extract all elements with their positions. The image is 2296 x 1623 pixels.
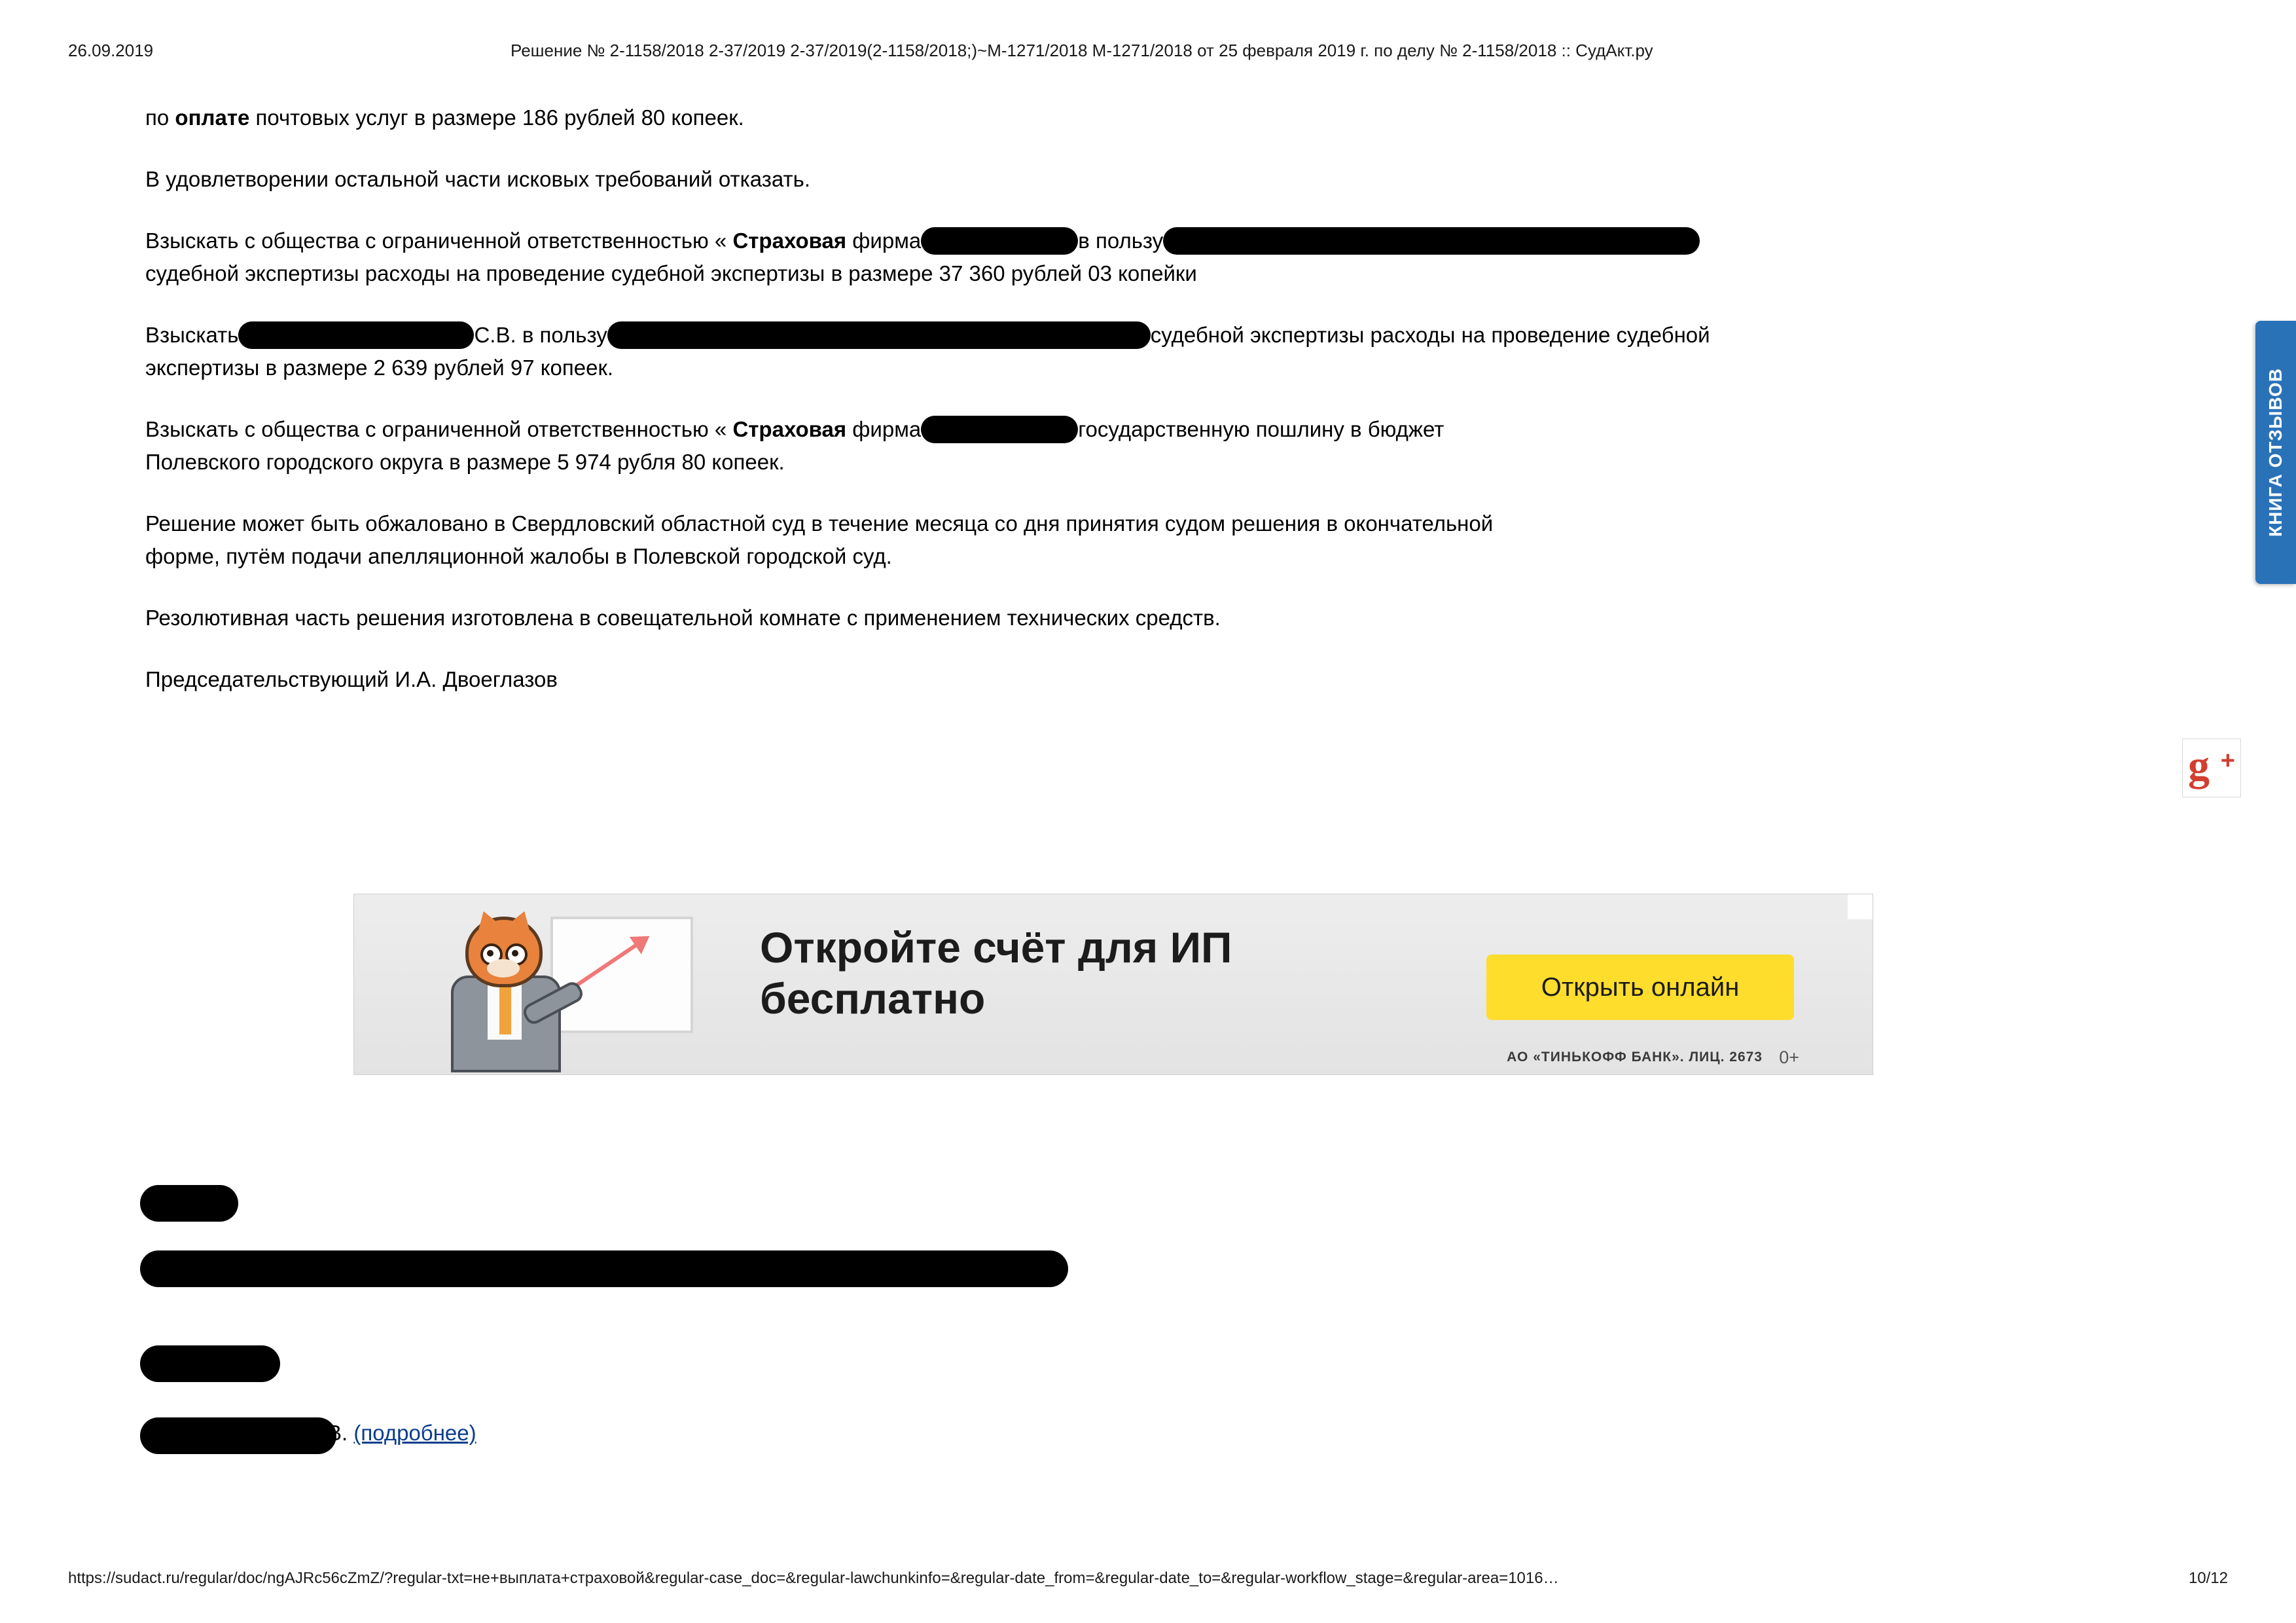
postal-fee-bold: оплате — [175, 105, 250, 130]
cat-body — [451, 976, 561, 1072]
exp2-mid: С.В. в пользу — [474, 323, 607, 347]
paragraph-state-fee — [145, 413, 2076, 479]
cat-mascot-icon — [439, 913, 590, 1063]
refusal-text: В удовлетворении остальной части исковых требований отказать. — [145, 167, 811, 191]
paragraph-technical — [145, 602, 2076, 634]
google-plus-sign: + — [2220, 747, 2235, 775]
redaction-block — [140, 1345, 280, 1382]
exp2-post: судебной экспертизы расходы на проведение судебной — [1150, 323, 1710, 347]
paragraph-refusal — [145, 163, 2076, 196]
exp1-mid: фирма — [846, 228, 922, 253]
google-plus-share-icon[interactable] — [2182, 739, 2241, 797]
technical-text: Резолютивная часть решения изготовлена в совещательной комнате с применением технических средств. — [145, 606, 1221, 630]
print-footer — [0, 1569, 2296, 1589]
cat-head — [465, 917, 543, 987]
advertisement-corner-mark — [1848, 894, 1873, 919]
fee-bold: Страховая — [732, 417, 847, 441]
cat-tie — [499, 985, 511, 1034]
document-header-title: Решение № 2-1158/2018 2-37/2019 2-37/2019(2-1158/2018;)~М-1271/2018 М-1271/2018 от 25 февраля 2019 г. по делу № 2-1158/2018 :: СудАкт.ру — [511, 41, 1653, 60]
fee-post: государственную пошлину в бюджет — [1078, 417, 1444, 441]
advertisement-headline — [760, 922, 1454, 1024]
exp2-prefix: Взыскать — [145, 323, 239, 347]
cat-ear-right — [504, 907, 538, 937]
appeal-line2: форме, путём подачи апелляционной жалобы в Полевской городской суд. — [145, 544, 892, 568]
page-number: 10/12 — [2188, 1569, 2228, 1587]
postal-fee-suffix: почтовых услуг в размере 186 рублей 80 копеек. — [249, 105, 744, 130]
paragraph-expertise-1 — [145, 225, 2076, 290]
reviews-book-tab-label: КНИГА ОТЗЫВОВ — [2265, 368, 2286, 537]
fee-prefix: Взыскать с общества с ограниченной ответственностью « — [145, 417, 733, 441]
paragraph-postal-fee — [145, 101, 2076, 134]
redaction-bar — [1163, 227, 1700, 255]
redaction-bar — [607, 321, 1151, 349]
exp1-bold: Страховая — [732, 228, 847, 253]
exp2-line2: экспертизы в размере 2 639 рублей 97 копеек. — [145, 356, 614, 380]
cat-arm — [520, 979, 586, 1027]
google-plus-letter: g — [2188, 742, 2210, 790]
advertisement-banner[interactable] — [353, 894, 1873, 1075]
open-online-button[interactable]: Открыть онлайн — [1486, 955, 1794, 1020]
advertisement-headline-line2: бесплатно — [760, 974, 986, 1023]
redaction-bar — [238, 321, 474, 349]
appeal-line1: Решение может быть обжаловано в Свердловский областной суд в течение месяца со дня принятия судом решения в окончательной — [145, 511, 1494, 536]
postal-fee-prefix: по — [145, 105, 175, 130]
comment-suffix: В. — [327, 1421, 348, 1445]
redaction-bar — [921, 416, 1078, 443]
cat-snout — [487, 959, 520, 977]
advertisement-background — [354, 894, 1873, 1074]
advertisement-legal-text: АО «ТИНЬКОФФ БАНК». ЛИЦ. 2673 — [1507, 1049, 1763, 1065]
advertisement-headline-line1: Откройте счёт для ИП — [760, 923, 1232, 972]
more-details-link[interactable]: (подробнее) — [353, 1421, 476, 1445]
cat-ear-left — [470, 907, 504, 937]
print-date: 26.09.2019 — [68, 41, 154, 60]
redaction-block — [140, 1185, 238, 1222]
fee-line2: Полевского городского округа в размере 5 974 рубля 80 копеек. — [145, 450, 785, 474]
print-header — [0, 41, 2296, 60]
paragraph-expertise-2 — [145, 319, 2076, 384]
fee-mid: фирма — [846, 417, 922, 441]
exp1-prefix: Взыскать с общества с ограниченной ответственностью « — [145, 228, 733, 253]
judge-text: Председательствующий И.А. Двоеглазов — [145, 667, 558, 691]
reviews-book-tab[interactable] — [2255, 321, 2296, 584]
redaction-block — [140, 1250, 1068, 1287]
exp1-favor: в пользу — [1078, 228, 1164, 253]
document-body — [145, 80, 2076, 725]
paragraph-judge — [145, 663, 2076, 696]
comment-more-line — [327, 1421, 476, 1446]
redaction-bar — [921, 227, 1078, 255]
redaction-block — [140, 1417, 336, 1454]
source-url: https://sudact.ru/regular/doc/ngAJRc56cZmZ/?regular-txt=не+выплата+страховой&regular-case_doc=&regular-lawchunkinfo=&regular-date_from=&regular-date_to=&regular-workflow_stage=&regular-area=1016… — [68, 1569, 1559, 1587]
paragraph-appeal — [145, 507, 2076, 573]
exp1-line2: судебной экспертизы расходы на проведение судебной экспертизы в размере 37 360 рублей 03 копейки — [145, 261, 1197, 285]
advertisement-age-rating: 0+ — [1779, 1048, 1799, 1067]
